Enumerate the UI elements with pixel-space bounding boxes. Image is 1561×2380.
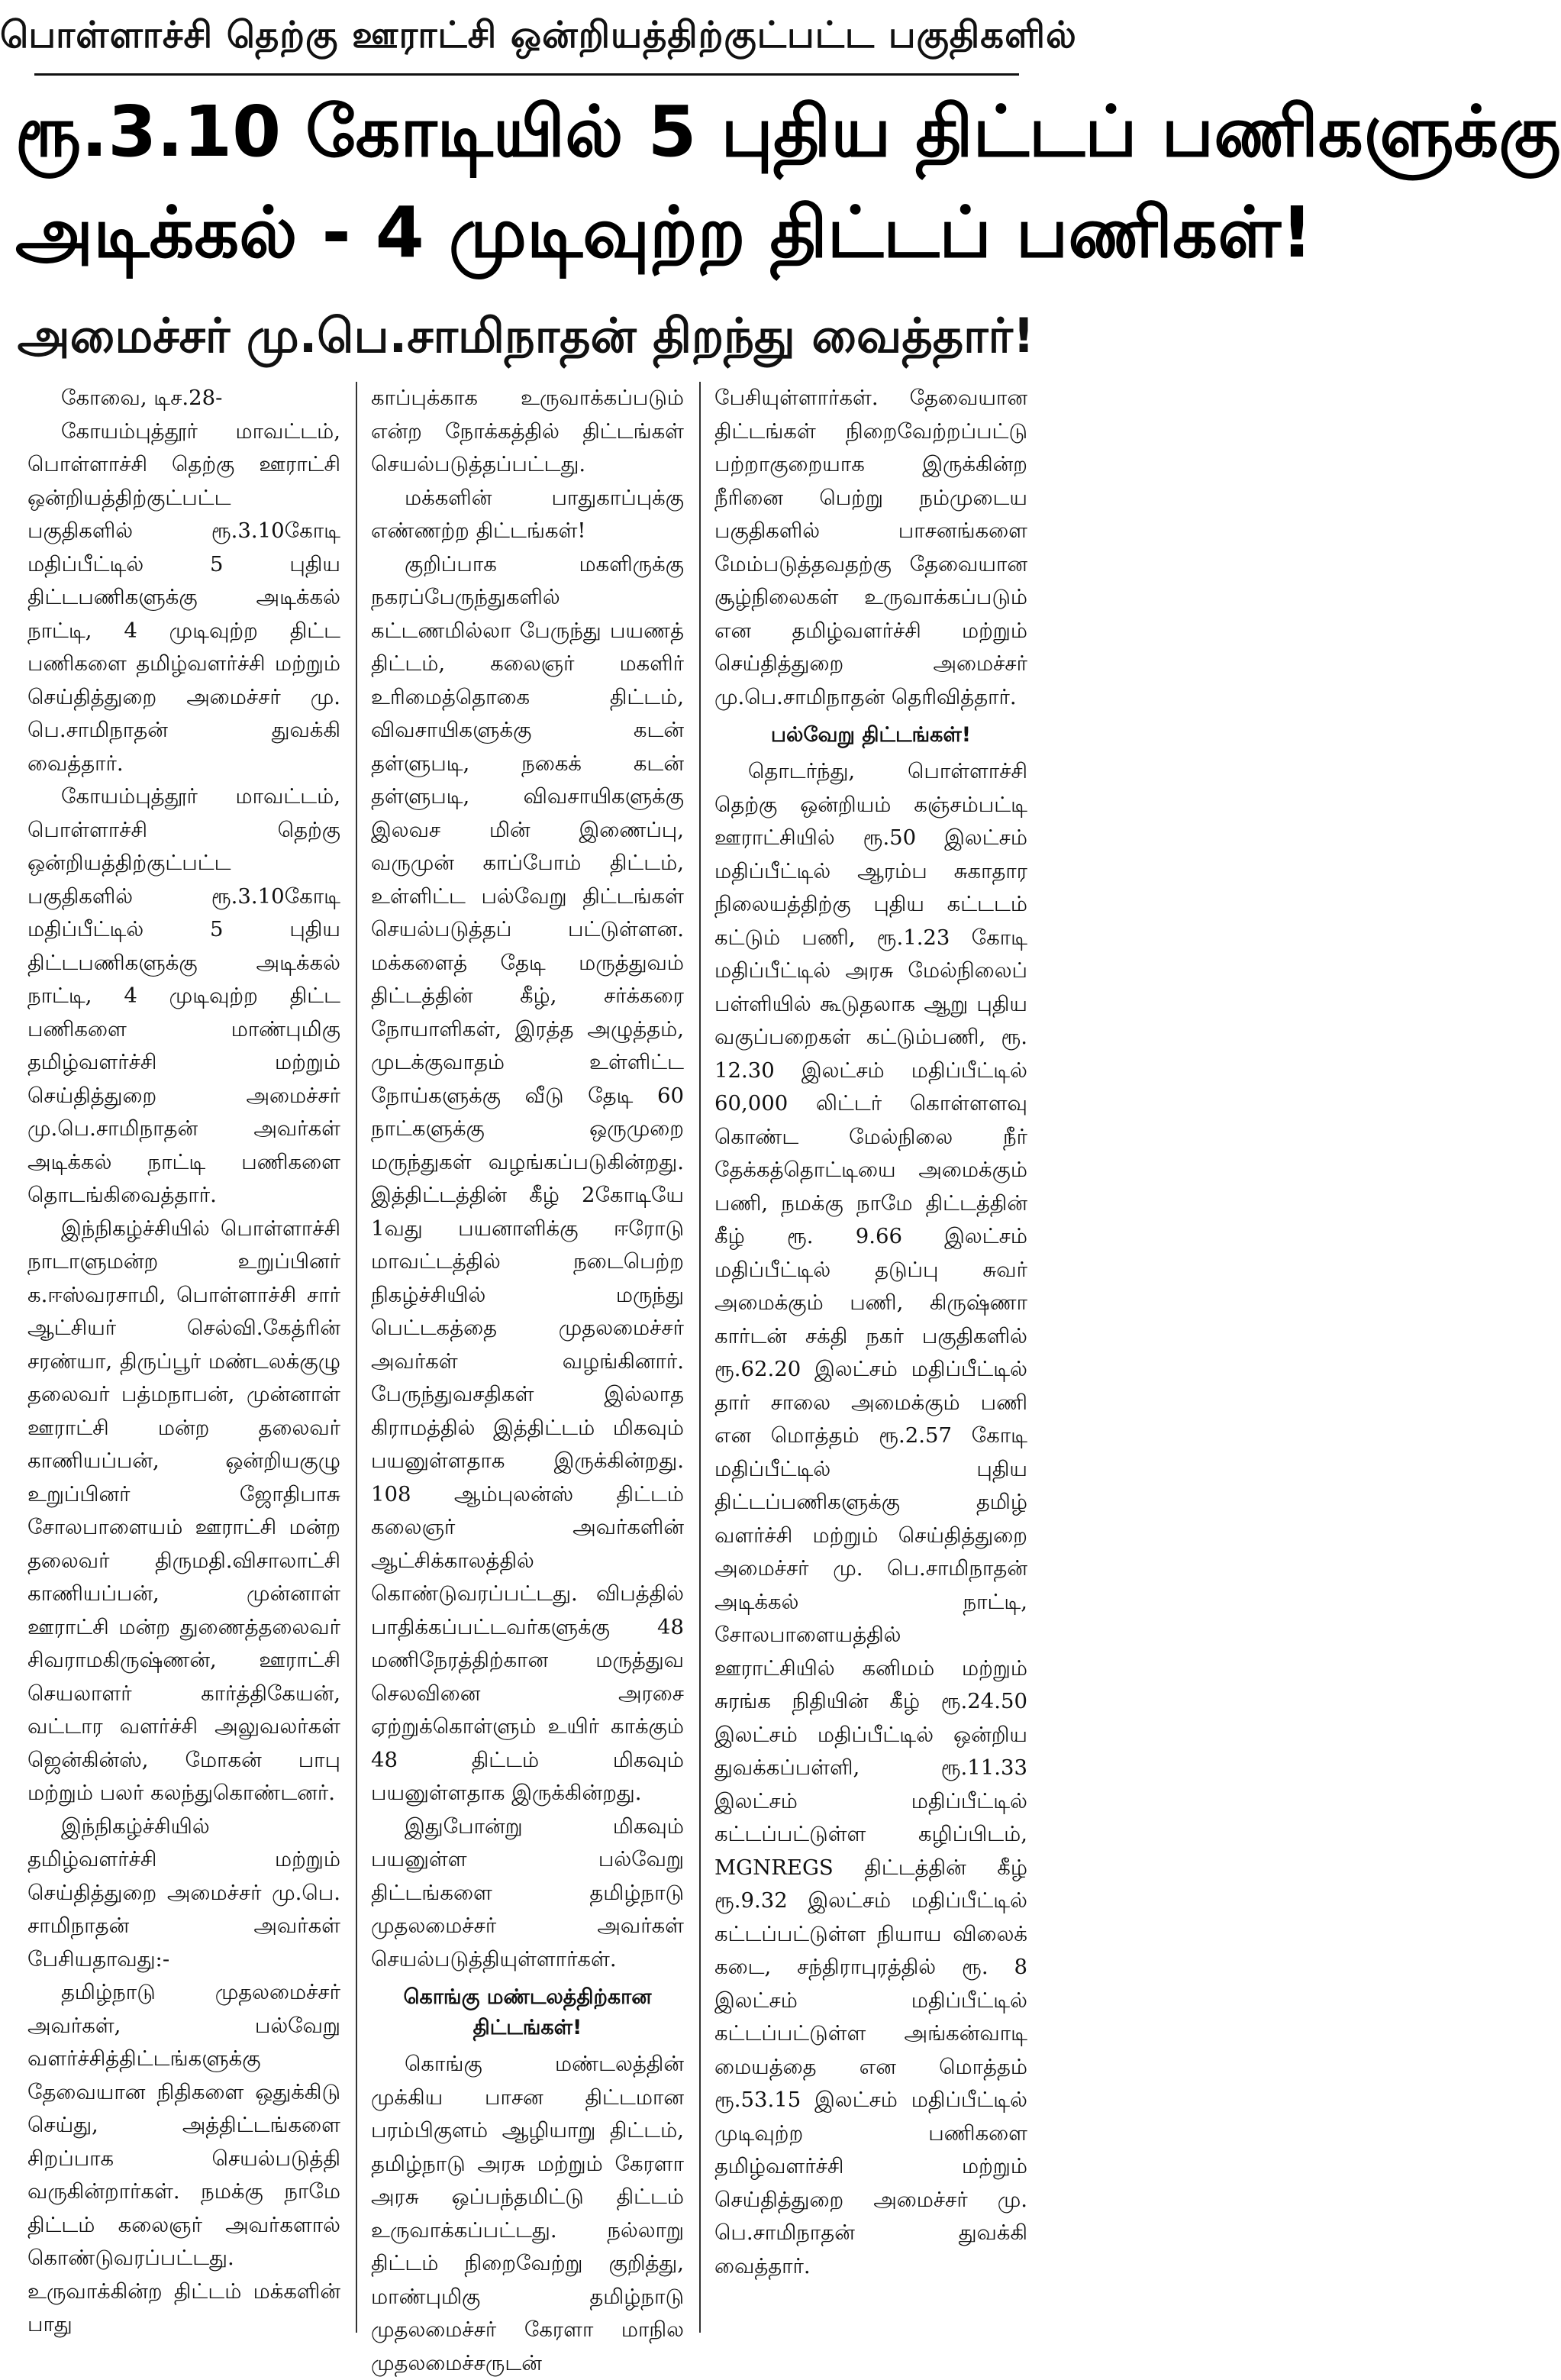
paragraph: இந்நிகழ்ச்சியில் பொள்ளாச்சி நாடாளுமன்ற உறுப்பினர் க.ஈஸ்வரசாமி, பொள்ளாச்சி சார் ஆட்சியர் செல்வி.கேத்ரின் சரண்யா, திருப்பூர் மண்டலக்குழு தலைவர் பத்மநாபன், முன்னாள் ஊராட்சி மன்ற தலைவர் காணியப்பன், ஒன்றியகுழு உறுப்பினர் ஜோதிபாசு சோலபாளையம் ஊராட்சி மன்ற தலைவர் திருமதி.விசாலாட்சி காணியப்பன், முன்னாள் ஊராட்சி மன்ற துணைத்தலைவர் சிவராமகிருஷ்ணன், ஊராட்சி செயலாளர் கார்த்திகேயன், வட்டார வளர்ச்சி அலுவலர்கள் ஜென்கின்ஸ், மோகன் பாபு மற்றும் பலர் கலந்துகொண்டனர். [27, 1216, 340, 1805]
section-heading: கொங்கு மண்டலத்திற்கான திட்டங்கள்! [403, 1985, 652, 2039]
paragraph: மக்களின் பாதுகாப்புக்கு எண்ணற்ற திட்டங்கள்! [371, 485, 684, 543]
section-heading: பல்வேறு திட்டங்கள்! [770, 723, 972, 747]
kicker-line: பொள்ளாச்சி தெற்கு ஊராட்சி ஒன்றியத்திற்குட்பட்ட பகுதிகளில் [0, 14, 1077, 57]
paragraph: காப்புக்காக உருவாக்கப்படும் என்ற நோக்கத்தில் திட்டங்கள் செயல்படுத்தப்பட்டது. [371, 386, 684, 476]
paragraph: இதுபோன்று மிகவும் பயனுள்ள பல்வேறு திட்டங்களை தமிழ்நாடு முதலமைச்சர் அவர்கள் செயல்படுத்தியுள்ளார்கள். [371, 1813, 684, 1971]
column-3 [714, 382, 1027, 2333]
column-divider [699, 382, 701, 2333]
paragraph: தொடர்ந்து, பொள்ளாச்சி தெற்கு ஒன்றியம் கஞ்சம்பட்டி ஊராட்சியில் ரூ.50 இலட்சம் மதிப்பீட்டில் ஆரம்ப சுகாதார நிலையத்திற்கு புதிய கட்டடம் கட்டும் பணி, ரூ.1.23 கோடி மதிப்பீட்டில் அரசு மேல்நிலைப் பள்ளியில் கூடுதலாக ஆறு புதிய வகுப்பறைகள் கட்டும்பணி, ரூ. 12.30 இலட்சம் மதிப்பீட்டில் 60,000 லிட்டர் கொள்ளளவு கொண்ட மேல்நிலை நீர் தேக்கத்தொட்டியை அமைக்கும் பணி, நமக்கு நாமே திட்டத்தின் கீழ் ரூ. 9.66 இலட்சம் மதிப்பீட்டில் தடுப்பு சுவர் அமைக்கும் பணி, கிருஷ்ணா கார்டன் சக்தி நகர் பகுதிகளில் ரூ.62.20 இலட்சம் மதிப்பீட்டில் தார் சாலை அமைக்கும் பணி என மொத்தம் ரூ.2.57 கோடி மதிப்பீட்டில் புதிய திட்டப்பணிகளுக்கு தமிழ் வளர்ச்சி மற்றும் செய்தித்துறை அமைச்சர் மு. பெ.சாமிநாதன் அடிக்கல் நாட்டி, சோலபாளையத்தில் ஊராட்சியில் கனிமம் மற்றும் சுரங்க நிதியின் கீழ் ரூ.24.50 இலட்சம் மதிப்பீட்டில் ஒன்றிய துவக்கப்பள்ளி, ரூ.11.33 இலட்சம் மதிப்பீட்டில் கட்டப்பட்டுள்ள கழிப்பிடம், MGNREGS திட்டத்தின் கீழ் ரூ.9.32 இலட்சம் மதிப்பீட்டில் கட்டப்பட்டுள்ள நியாய விலைக் கடை, சந்திராபுரத்தில் ரூ. 8 இலட்சம் மதிப்பீட்டில் கட்டப்பட்டுள்ள அங்கன்வாடி மையத்தை என மொத்தம் ரூ.53.15 இலட்சம் மதிப்பீட்டில் முடிவுற்ற பணிகளை தமிழ்வளர்ச்சி மற்றும் செய்தித்துறை அமைச்சர் மு. பெ.சாமிநாதன் துவக்கி வைத்தார். [714, 759, 1027, 2278]
column-divider [356, 382, 357, 2333]
paragraph: பேசியுள்ளார்கள். தேவையான திட்டங்கள் நிறைவேற்றப்பட்டு பற்றாகுறையாக இருக்கின்ற நீரினை பெற்று நம்முடைய பகுதிகளில் பாசனங்களை மேம்படுத்தவதற்கு தேவையான சூழ்நிலைகள் உருவாக்கப்படும் என தமிழ்வளர்ச்சி மற்றும் செய்தித்துறை அமைச்சர் மு.பெ.சாமிநாதன் தெரிவித்தார். [714, 386, 1027, 709]
headline-line-2: அடிக்கல் - 4 முடிவுற்ற திட்டப் பணிகள்! [15, 192, 1313, 273]
paragraph: குறிப்பாக மகளிருக்கு நகரப்பேருந்துகளில் கட்டணமில்லா பேருந்து பயணத் திட்டம், கலைஞர் மகளிர் உரிமைத்தொகை திட்டம், விவசாயிகளுக்கு கடன் தள்ளுபடி, நகைக் கடன் தள்ளுபடி, விவசாயிகளுக்கு இலவச மின் இணைப்பு, வருமுன் காப்போம் திட்டம், உள்ளிட்ட பல்வேறு திட்டங்கள் செயல்படுத்தப் பட்டுள்ளன. மக்களைத் தேடி மருத்துவம் திட்டத்தின் கீழ், சர்க்கரை நோயாளிகள், இரத்த அழுத்தம், முடக்குவாதம் உள்ளிட்ட நோய்களுக்கு வீடு தேடி 60 நாட்களுக்கு ஒருமுறை மருந்துகள் வழங்கப்படுகின்றது. இத்திட்டத்தின் கீழ் 2கோடியே 1வது பயனாளிக்கு ஈரோடு மாவட்டத்தில் நடைபெற்ற நிகழ்ச்சியில் மருந்து பெட்டகத்தை முதலமைச்சர் அவர்கள் வழங்கினார். பேருந்துவசதிகள் இல்லாத கிராமத்தில் இத்திட்டம் மிகவும் பயனுள்ளதாக இருக்கின்றது. 108 ஆம்புலன்ஸ் திட்டம் கலைஞர் அவர்களின் ஆட்சிக்காலத்தில் கொண்டுவரப்பட்டது. விபத்தில் பாதிக்கப்பட்டவர்களுக்கு 48 மணிநேரத்திற்கான மருத்துவ செலவினை அரசை ஏற்றுக்கொள்ளும் உயிர் காக்கும் 48 திட்டம் மிகவும் பயனுள்ளதாக இருக்கின்றது. [371, 551, 684, 1805]
article-body [27, 382, 1027, 2375]
subheadline: அமைச்சர் மு.பெ.சாமிநாதன் திறந்து வைத்தார்! [17, 308, 1035, 363]
paragraph: இந்நிகழ்ச்சியில் தமிழ்வளர்ச்சி மற்றும் செய்தித்துறை அமைச்சர் மு.பெ. சாமிநாதன் அவர்கள் பேசியதாவது:- [27, 1813, 340, 1971]
dateline: கோவை, டிச.28- [61, 386, 223, 410]
column-2 [371, 382, 684, 2375]
column-1 [27, 382, 340, 2336]
headline-line-1: ரூ.3.10 கோடியில் 5 புதிய திட்டப் பணிகளுக்கு [15, 91, 1561, 173]
paragraph: தமிழ்நாடு முதலமைச்சர் அவர்கள், பல்வேறு வளர்ச்சித்திட்டங்களுக்கு தேவையான நிதிகளை ஒதுக்கிடு செய்து, அத்திட்டங்களை சிறப்பாக செயல்படுத்தி வருகின்றார்கள். நமக்கு நாமே திட்டம் கலைஞர் அவர்களால் கொண்டுவரப்பட்டது. உருவாக்கின்ற திட்டம் மக்களின் பாது [27, 1980, 340, 2336]
kicker-rule [34, 73, 1019, 76]
paragraph: கோயம்புத்தூர் மாவட்டம், பொள்ளாச்சி தெற்கு ஒன்றியத்திற்குட்பட்ட பகுதிகளில் ரூ.3.10கோடி மதிப்பீட்டில் 5 புதிய திட்டபணிகளுக்கு அடிக்கல் நாட்டி, 4 முடிவுற்ற திட்ட பணிகளை மாண்புமிகு தமிழ்வளர்ச்சி மற்றும் செய்தித்துறை அமைச்சர் மு.பெ.சாமிநாதன் அவர்கள் அடிக்கல் நாட்டி பணிகளை தொடங்கிவைத்தார். [27, 784, 340, 1207]
paragraph: கோயம்புத்தூர் மாவட்டம், பொள்ளாச்சி தெற்கு ஊராட்சி ஒன்றியத்திற்குட்பட்ட பகுதிகளில் ரூ.3.10கோடி மதிப்பீட்டில் 5 புதிய திட்டபணிகளுக்கு அடிக்கல் நாட்டி, 4 முடிவுற்ற திட்ட பணிகளை தமிழ்வளர்ச்சி மற்றும் செய்தித்துறை அமைச்சர் மு. பெ.சாமிநாதன் துவக்கி வைத்தார். [27, 418, 340, 776]
paragraph: கொங்கு மண்டலத்தின் முக்கிய பாசன திட்டமான பரம்பிகுளம் ஆழியாறு திட்டம், தமிழ்நாடு அரசு மற்றும் கேரளா அரசு ஒப்பந்தமிட்டு திட்டம் உருவாக்கப்பட்டது. நல்லாறு திட்டம் நிறைவேற்று குறித்து, மாண்புமிகு தமிழ்நாடு முதலமைச்சர் கேரளா மாநில முதலமைச்சருடன் [371, 2052, 684, 2375]
